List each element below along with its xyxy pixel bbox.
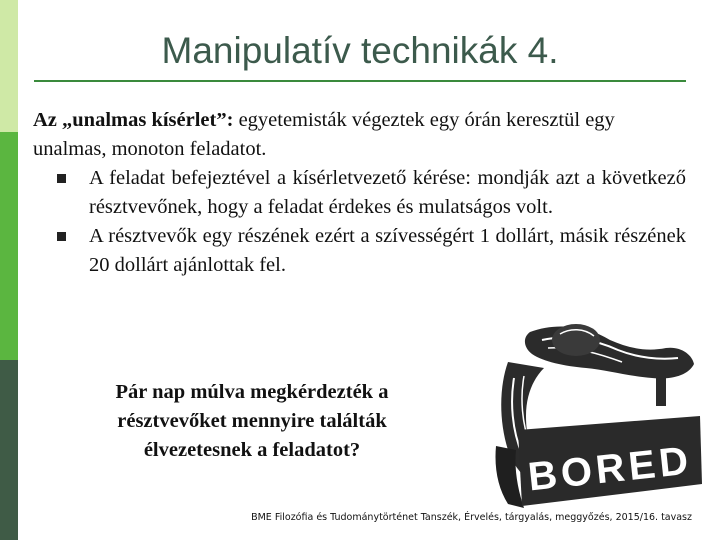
- figure-arm: [525, 326, 694, 378]
- square-bullet-icon: [57, 232, 66, 241]
- intro-paragraph: [33, 106, 686, 164]
- bored-sign-text: BORED: [526, 438, 695, 500]
- intro-text: egyetemisták végeztek egy órán keresztül egy unalmas, monoton feladatot.: [33, 109, 615, 160]
- footer-text: BME Filozófia és Tudománytörténet Tanszék, Érvelés, tárgyalás, meggyőzés, 2015/16. tavasz: [251, 512, 692, 523]
- desk-leg: [656, 376, 666, 406]
- sidebar-light-band: [0, 0, 18, 132]
- slide-body: [33, 106, 686, 280]
- list-item: [33, 164, 686, 222]
- sidebar-dark-band: [0, 360, 18, 540]
- bullet-text: A feladat befejeztével a kísérletvezető kérése: mondják azt a következő résztvevőnek, hogy a feladat érdekes és mulatságos volt.: [89, 167, 686, 218]
- bored-student-illustration: [478, 318, 704, 516]
- sidebar-green-band: [0, 132, 18, 360]
- slide-title: Manipulatív technikák 4.: [161, 30, 559, 71]
- figure-head: [552, 324, 600, 356]
- list-item: [33, 222, 686, 280]
- intro-bold-text: Az „unalmas kísérlet”:: [33, 109, 234, 131]
- square-bullet-icon: [57, 174, 66, 183]
- bullet-text: A résztvevők egy részének ezért a szívességért 1 dollárt, másik részének 20 dollárt ajánlottak fel.: [89, 225, 686, 276]
- question-text: Pár nap múlva megkérdezték a résztvevőket mennyire találták élvezetesnek a feladatot?: [115, 381, 389, 461]
- title-divider: [34, 80, 686, 82]
- bullet-list: [33, 164, 686, 280]
- sidebar-decoration: [0, 0, 18, 540]
